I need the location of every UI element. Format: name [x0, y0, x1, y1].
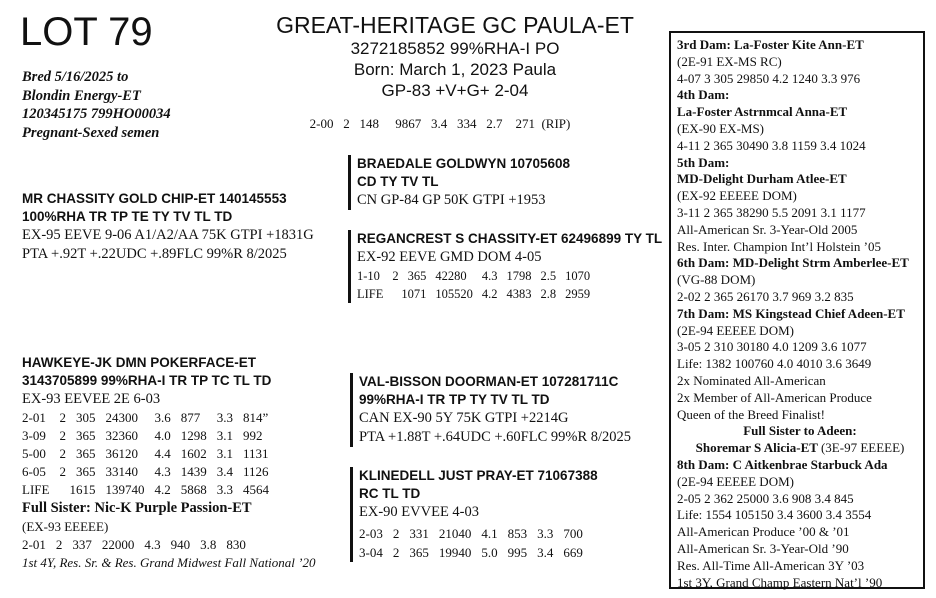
record-cell: 365 [75, 428, 96, 443]
record-cell: 6-05 [22, 464, 46, 479]
record-cell: 2 [59, 464, 66, 479]
sire-sire-classification: CN GP-84 GP 50K GTPI +1953 [357, 192, 546, 208]
record-cell: 4383 [506, 287, 532, 301]
record-cell: 3-04 [359, 545, 383, 560]
pedigree-line: Queen of the Breed Finalist! [677, 406, 826, 422]
animal-classification: GP-83 +V+G+ 2-04 [381, 81, 529, 100]
record-row [359, 524, 593, 543]
record-cell: 24300 [105, 410, 138, 425]
record-cell: 700 [563, 526, 583, 541]
record-cell: 4.1 [481, 526, 498, 541]
record-cell: 2-03 [359, 526, 383, 541]
dam-full-sister-class: (EX-93 EEEEE) [22, 519, 109, 534]
record-cell: 4564 [242, 482, 269, 497]
sire-pta: PTA +.92T +.22UDC +.89FLC 99%R 8/2025 [22, 246, 287, 262]
record-cell: 814” [242, 410, 269, 425]
record-cell: 853 [507, 526, 528, 541]
record-row [22, 536, 256, 554]
lot-number: LOT 79 [20, 10, 153, 54]
sire-sire-codes: CD TY TV TL [357, 174, 439, 189]
pedigree-line: Life: 1382 100760 4.0 4010 3.6 3649 [677, 356, 872, 372]
bred-info [22, 68, 171, 142]
pedigree-line: La-Foster Astrnmcal Anna-ET [677, 104, 848, 120]
record-cell: 4.2 [154, 482, 171, 497]
record-cell: 5-00 [22, 446, 46, 461]
dam-dam-records [359, 524, 593, 562]
record-cell: 940 [170, 537, 191, 552]
record-cell: 4.3 [481, 269, 498, 283]
pedigree-line: 3-05 2 310 30180 4.0 1209 3.6 1077 [677, 339, 867, 355]
pedigree-line: All-American Sr. 3-Year-Old ’90 [677, 540, 849, 556]
record-cell: 1-10 [357, 269, 380, 283]
bred-line: Blondin Energy-ET [22, 87, 141, 104]
record-cell: 2-01 [22, 537, 46, 552]
pedigree-line: 2x Nominated All-American [677, 372, 826, 388]
dam-name: HAWKEYE-JK DMN POKERFACE-ET [22, 355, 257, 370]
sire-dam-name: REGANCREST S CHASSITY-ET 62496899 TY TL [357, 231, 663, 246]
record-cell: 1602 [180, 446, 207, 461]
animal-record: 2-00 2 148 9867 3.4 334 2.7 271 (RIP) [309, 116, 571, 131]
sire-registration: 100%RHA TR TP TE TY TV TL TD [22, 209, 233, 224]
animal-header [240, 12, 670, 133]
record-cell: 995 [507, 545, 528, 560]
record-cell: 2.8 [540, 287, 557, 301]
record-cell: 19940 [438, 545, 472, 560]
record-cell: 1126 [242, 464, 269, 479]
pedigree-line: 2x Member of All-American Produce [677, 389, 872, 405]
record-cell: 877 [180, 410, 201, 425]
record-cell: 4.0 [154, 428, 171, 443]
pedigree-line: 2-05 2 362 25000 3.6 908 3.4 845 [677, 490, 854, 506]
record-cell: 830 [226, 537, 246, 552]
record-cell: 4.4 [154, 446, 171, 461]
record-row [22, 409, 279, 427]
record-cell: 3-09 [22, 428, 46, 443]
record-row [22, 481, 279, 499]
pedigree-line: 3-11 2 365 38290 5.5 2091 3.1 1177 [677, 204, 866, 220]
record-cell: 3.4 [537, 545, 554, 560]
dam-sire-name: VAL-BISSON DOORMAN-ET 107281711C [359, 374, 619, 389]
pedigree-line: MD-Delight Durham Atlee-ET [677, 171, 847, 187]
record-cell: 3.3 [216, 482, 233, 497]
record-cell: 331 [409, 526, 429, 541]
bred-line: Bred 5/16/2025 to [22, 69, 129, 85]
record-cell: 4.3 [154, 464, 171, 479]
dam-sire-registration: 99%RHA-I TR TP TY TV TL TD [359, 392, 550, 407]
dam-full-sister-record [22, 536, 256, 554]
record-cell: 2 [392, 545, 400, 560]
dam-sire-pta: PTA +1.88T +.64UDC +.60FLC 99%R 8/2025 [359, 429, 632, 445]
pedigree-line: 4th Dam: [677, 87, 730, 103]
record-cell: 337 [72, 537, 92, 552]
pedigree-line: 5th Dam: [677, 154, 730, 170]
record-cell: 1798 [506, 269, 532, 283]
sire-dam-classification: EX-92 EEVE GMD DOM 4-05 [357, 249, 542, 265]
pedigree-line: (VG-88 DOM) [677, 272, 756, 288]
sire-name: MR CHASSITY GOLD CHIP-ET 140145553 [22, 191, 287, 206]
extended-pedigree-box [669, 31, 925, 589]
record-cell: 2 [392, 526, 400, 541]
dam-classification: EX-93 EEVEE 2E 6-03 [22, 391, 161, 407]
animal-name: GREAT-HERITAGE GC PAULA-ET [276, 12, 634, 38]
record-cell: 3.1 [216, 428, 233, 443]
pedigree-line: Full Sister to Adeen: [743, 423, 857, 439]
pedigree-line: Life: 1554 105150 3.4 3600 3.4 3554 [677, 507, 872, 523]
pedigree-line: 7th Dam: MS Kingstead Chief Adeen-ET [677, 305, 905, 321]
record-cell: 2 [392, 269, 399, 283]
record-cell: 3.8 [200, 537, 217, 552]
record-row [22, 463, 279, 481]
record-cell: LIFE [22, 482, 50, 497]
record-cell: 3.3 [216, 410, 233, 425]
record-cell: 365 [75, 446, 96, 461]
record-cell: 2 [59, 410, 66, 425]
record-row [22, 427, 279, 445]
dam-sire-classification: CAN EX-90 5Y 75K GTPI +2214G [359, 410, 569, 426]
record-cell: 36120 [105, 446, 138, 461]
pedigree-line [677, 440, 923, 457]
pedigree-line: 1st 3Y, Grand Champ Eastern Nat’l ’90 [677, 574, 883, 590]
record-cell: 365 [75, 464, 96, 479]
record-cell: 22000 [101, 537, 135, 552]
record-row [357, 267, 599, 285]
pedigree-line: All-American Produce ’00 & ’01 [677, 524, 850, 540]
record-cell: 305 [75, 410, 96, 425]
record-cell: 365 [409, 545, 429, 560]
dam-dam-name: KLINEDELL JUST PRAY-ET 71067388 [359, 468, 598, 483]
dam-dam-classification: EX-90 EVVEE 4-03 [359, 504, 480, 520]
pedigree-line: 4-07 3 305 29850 4.2 1240 3.3 976 [677, 70, 861, 86]
sire-dam-records [357, 267, 599, 303]
sire-classification: EX-95 EEVE 9-06 A1/A2/AA 75K GTPI +1831G [22, 227, 314, 243]
bred-line: Pregnant-Sexed semen [22, 124, 160, 141]
pedigree-line: 2-02 2 365 26170 3.7 969 3.2 835 [677, 288, 854, 304]
animal-id: 3272185852 99%RHA-I PO [350, 39, 560, 58]
record-cell: 2.5 [540, 269, 557, 283]
pedigree-line: Shoremar S Alicia-ET [695, 440, 821, 456]
record-cell: 1439 [180, 464, 207, 479]
record-cell: 3.1 [216, 446, 233, 461]
record-cell: 4.3 [144, 537, 161, 552]
dam-show-note: 1st 4Y, Res. Sr. & Res. Grand Midwest Fall National ’20 [22, 555, 316, 570]
record-cell: 3.6 [154, 410, 171, 425]
pedigree-line: 4-11 2 365 30490 3.8 1159 3.4 1024 [677, 137, 866, 153]
dam-block [22, 354, 315, 572]
record-cell: 2 [59, 428, 66, 443]
record-cell: 1070 [565, 269, 591, 283]
sire-dam-block [348, 230, 662, 303]
pedigree-line: 6th Dam: MD-Delight Strm Amberlee-ET [677, 255, 909, 271]
record-cell: 1615 [69, 482, 96, 497]
record-cell: 42280 [435, 269, 467, 283]
pedigree-line: (2E-94 EEEEE DOM) [677, 322, 794, 338]
record-cell: 3.4 [216, 464, 233, 479]
sire-sire-name: BRAEDALE GOLDWYN 10705608 [357, 156, 571, 171]
pedigree-line: (2E-91 EX-MS RC) [677, 53, 782, 69]
dam-sire-block [350, 373, 631, 447]
record-cell: LIFE [357, 287, 384, 301]
sire-sire-block [348, 155, 570, 210]
record-cell: 992 [242, 428, 263, 443]
record-cell: 5.0 [481, 545, 498, 560]
dam-dam-codes: RC TL TD [359, 486, 421, 501]
record-cell: 105520 [435, 287, 473, 301]
pedigree-line: 3rd Dam: La-Foster Kite Ann-ET [677, 37, 864, 52]
record-cell: 1131 [242, 446, 269, 461]
record-cell: 2-01 [22, 410, 46, 425]
dam-full-sister: Full Sister: Nic-K Purple Passion-ET [22, 500, 252, 516]
pedigree-line: (3E-97 EEEEE) [820, 440, 905, 456]
record-cell: 2 [55, 537, 63, 552]
record-cell: 2959 [565, 287, 591, 301]
animal-born: Born: March 1, 2023 Paula [353, 60, 557, 79]
record-cell: 1298 [180, 428, 207, 443]
pedigree-line: Res. Inter. Champion Int’l Holstein ’05 [677, 238, 882, 254]
record-row [357, 285, 599, 303]
record-cell: 669 [563, 545, 583, 560]
dam-records [22, 409, 279, 499]
dam-registration: 3143705899 99%RHA-I TR TP TC TL TD [22, 373, 272, 388]
pedigree-line: (EX-92 EEEEE DOM) [677, 188, 797, 204]
record-cell: 139740 [105, 482, 145, 497]
record-cell: 4.2 [481, 287, 498, 301]
record-row [359, 543, 593, 562]
record-row [22, 445, 279, 463]
pedigree-line: (EX-90 EX-MS) [677, 120, 765, 136]
record-cell: 2 [59, 446, 66, 461]
record-cell: 1071 [401, 287, 427, 301]
sire-block [22, 190, 322, 264]
record-cell: 21040 [438, 526, 472, 541]
dam-dam-block [350, 467, 598, 562]
record-cell: 3.3 [537, 526, 554, 541]
pedigree-line: (2E-94 EEEEE DOM) [677, 473, 794, 489]
pedigree-line: All-American Sr. 3-Year-Old 2005 [677, 221, 858, 237]
pedigree-line: Res. All-Time All-American 3Y ’03 [677, 557, 865, 573]
record-cell: 33140 [105, 464, 138, 479]
record-cell: 5868 [180, 482, 207, 497]
bred-line: 120345175 799HO00034 [22, 106, 171, 122]
pedigree-line: 8th Dam: C Aitkenbrae Starbuck Ada [677, 456, 888, 472]
record-cell: 32360 [105, 428, 138, 443]
record-cell: 365 [407, 269, 427, 283]
